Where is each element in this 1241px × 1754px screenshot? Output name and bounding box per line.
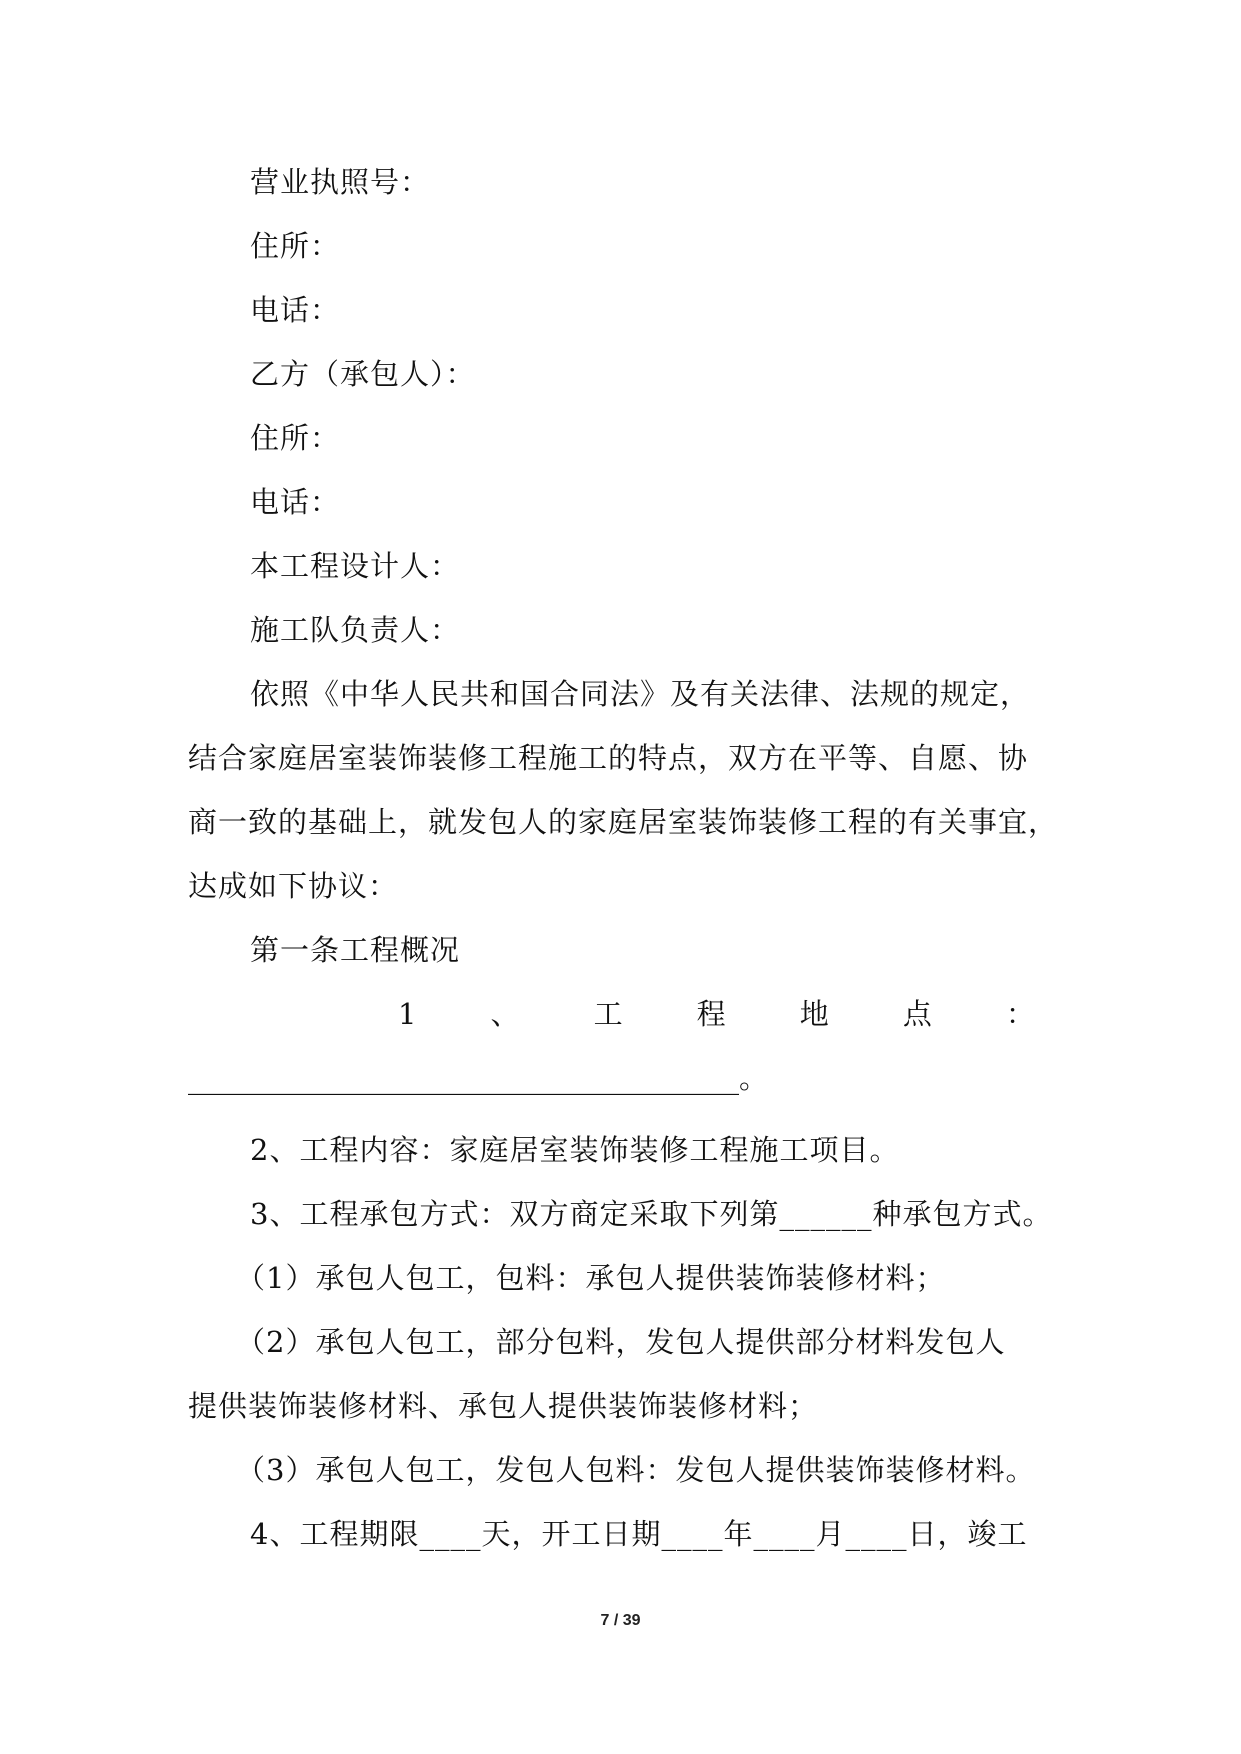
party-b-line: 乙方（承包人）： (250, 357, 476, 391)
item-1-char: 、 (490, 997, 520, 1031)
option-3-line: （3）承包人包工，发包人包料：发包人提供装饰装修材料。 (236, 1453, 1036, 1487)
item-1-char: 点 (902, 997, 932, 1031)
item-1-location-label (398, 994, 1035, 1034)
preamble-line-4: 达成如下协议： (188, 869, 399, 903)
page-number: 7 / 39 (600, 1612, 641, 1629)
designer-line: 本工程设计人： (250, 549, 461, 583)
item-1-char: 1 (398, 997, 417, 1031)
item-1-blank: ______________________________________。 (188, 1061, 769, 1095)
phone-line-b: 电话： (250, 485, 341, 519)
preamble-line-3: 商一致的基础上，就发包人的家庭居室装饰装修工程的有关事宜， (188, 805, 1059, 839)
preamble-line-2: 结合家庭居室装饰装修工程施工的特点，双方在平等、自愿、协 (188, 741, 1029, 775)
item-1-char: 地 (799, 997, 829, 1031)
item-1-char: 工 (593, 997, 623, 1031)
address-line-b: 住所： (250, 421, 341, 455)
preamble-line-1: 依照《中华人民共和国合同法》及有关法律、法规的规定， (250, 677, 1031, 711)
article-1-heading: 第一条工程概况 (250, 933, 461, 967)
item-1-char: ： (1005, 997, 1035, 1031)
item-1-char: 程 (696, 997, 726, 1031)
team-leader-line: 施工队负责人： (250, 613, 461, 647)
business-license-line: 营业执照号： (250, 165, 431, 199)
option-1-line: （1）承包人包工，包料：承包人提供装饰装修材料； (236, 1261, 946, 1295)
address-line-a: 住所： (250, 229, 341, 263)
item-2-line: 2、工程内容：家庭居室装饰装修工程施工项目。 (250, 1133, 900, 1167)
option-2-line-2: 提供装饰装修材料、承包人提供装饰装修材料； (188, 1389, 819, 1423)
option-2-line-1: （2）承包人包工，部分包料，发包人提供部分材料发包人 (236, 1325, 1006, 1359)
phone-line-a: 电话： (250, 293, 341, 327)
item-3-line: 3、工程承包方式：双方商定采取下列第______种承包方式。 (250, 1197, 1053, 1231)
item-4-line: 4、工程期限____天，开工日期____年____月____日，竣工 (250, 1517, 1028, 1551)
